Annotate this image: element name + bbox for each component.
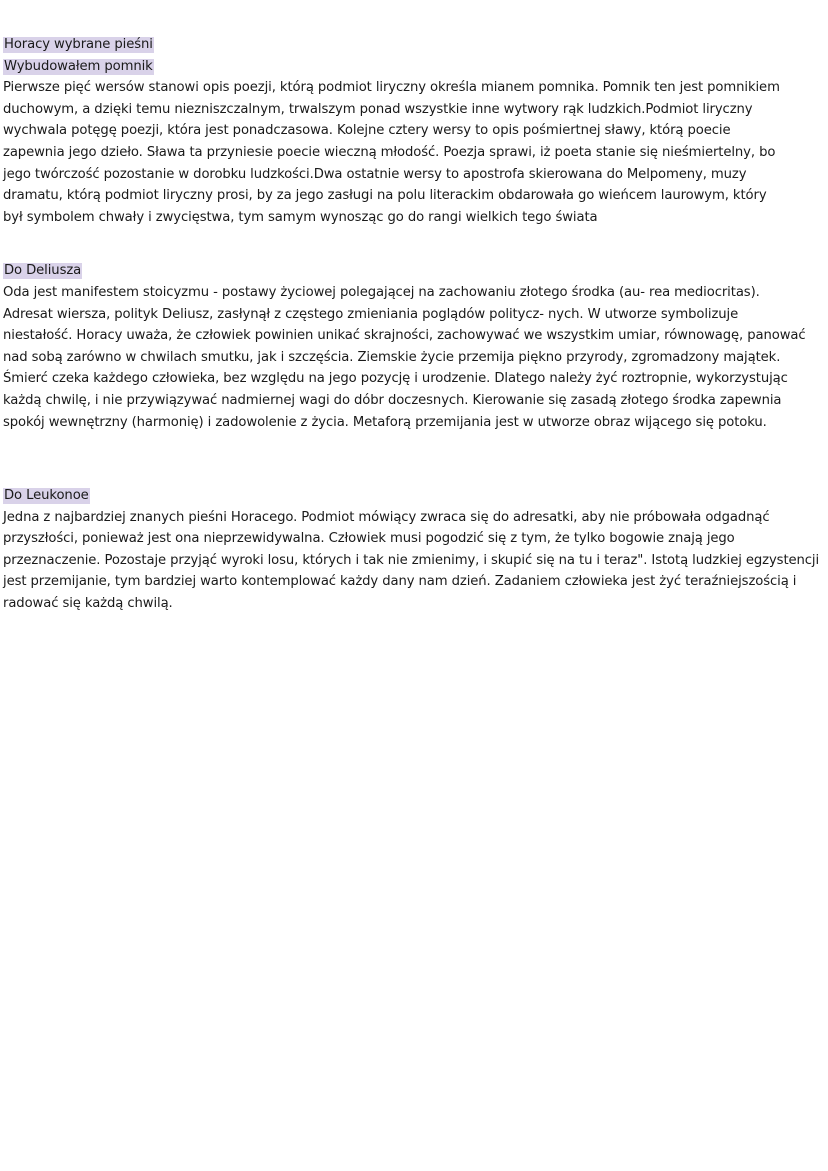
section-heading: Do Deliusza — [4, 263, 82, 279]
paragraph-line: Śmierć czeka każdego człowieka, bez względu na jego pozycję i urodzenie. Dlatego należy żyć roztropnie, wykorzystując — [3, 371, 788, 387]
paragraph-line: Adresat wiersza, polityk Deliusz, zasłynął z częstego zmieniania poglądów politycz- nych. W utworze symbolizuje — [3, 306, 739, 322]
paragraph-line: każdą chwilę, i nie przywiązywać nadmiernej wagi do dóbr doczesnych. Kierowanie się zasadą złotego środka zapewnia — [3, 392, 782, 408]
section-wybudowalem-pomnik — [3, 34, 825, 228]
paragraph-line: przeznaczenie. Pozostaje przyjąć wyroki losu, których i tak nie zmienimy, i skupić się na tu i teraz". Istotą ludzkiej egzystencji — [3, 552, 820, 568]
paragraph-line: niestałość. Horacy uważa, że człowiek powinien unikać skrajności, zachowywać we wszystkim umiar, równowagę, panować — [3, 328, 806, 344]
section-do-deliusza — [3, 260, 825, 433]
paragraph-line: dramatu, którą podmiot liryczny prosi, by za jego zasługi na polu literackim obdarowała go wieńcem laurowym, który — [3, 188, 767, 204]
paragraph-line: nad sobą zarówno w chwilach smutku, jak i szczęścia. Ziemskie życie przemija piękno przyrody, zgromadzony majątek. — [3, 349, 781, 365]
paragraph-line: duchowym, a dzięki temu niezniszczalnym, trwalszym ponad wszystkie inne wytwory rąk ludzkich.Podmiot liryczny — [3, 101, 753, 117]
paragraph-line: spokój wewnętrzny (harmonię) i zadowolenie z życia. Metaforą przemijania jest w utworze obraz wijącego się potoku. — [3, 414, 767, 430]
paragraph-line: Jedna z najbardziej znanych pieśni Horacego. Podmiot mówiący zwraca się do adresatki, aby nie próbowała odgadnąć — [3, 509, 770, 525]
paragraph-line: był symbolem chwały i zwycięstwa, tym samym wynosząc go do rangi wielkich tego świata — [3, 209, 598, 225]
section-heading: Wybudowałem pomnik — [4, 58, 153, 74]
document-title: Horacy wybrane pieśni — [4, 37, 153, 52]
paragraph-line: wychwala potęgę poezji, która jest ponadczasowa. Kolejne cztery wersy to opis pośmiertnej sławy, którą poecie — [3, 123, 731, 139]
paragraph-line: jego twórczość pozostanie w dorobku ludzkości.Dwa ostatnie wersy to apostrofa skierowana do Melpomeny, muzy — [3, 166, 747, 182]
section-heading: Do Leukonoe — [4, 488, 89, 504]
paragraph-line: Oda jest manifestem stoicyzmu - postawy życiowej polegającej na zachowaniu złotego środka (au- rea mediocritas). — [3, 284, 760, 300]
paragraph-line: radować się każdą chwilą. — [3, 596, 173, 612]
paragraph-line: jest przemijanie, tym bardziej warto kontemplować każdy dany nam dzień. Zadaniem człowieka jest żyć teraźniejszością i — [3, 574, 797, 590]
paragraph-line: zapewnia jego dzieło. Sława ta przyniesie poecie wieczną młodość. Poezja sprawi, iż poeta stanie się nieśmiertelny, bo — [3, 144, 776, 160]
paragraph-line: przyszłości, ponieważ jest ona nieprzewidywalna. Człowiek musi pogodzić się z tym, że tylko bogowie znają jego — [3, 531, 735, 547]
document-page — [3, 34, 825, 615]
section-do-leukonoe — [3, 485, 825, 615]
paragraph-line: Pierwsze pięć wersów stanowi opis poezji, którą podmiot liryczny określa mianem pomnika. Pomnik ten jest pomnikiem — [3, 80, 780, 96]
